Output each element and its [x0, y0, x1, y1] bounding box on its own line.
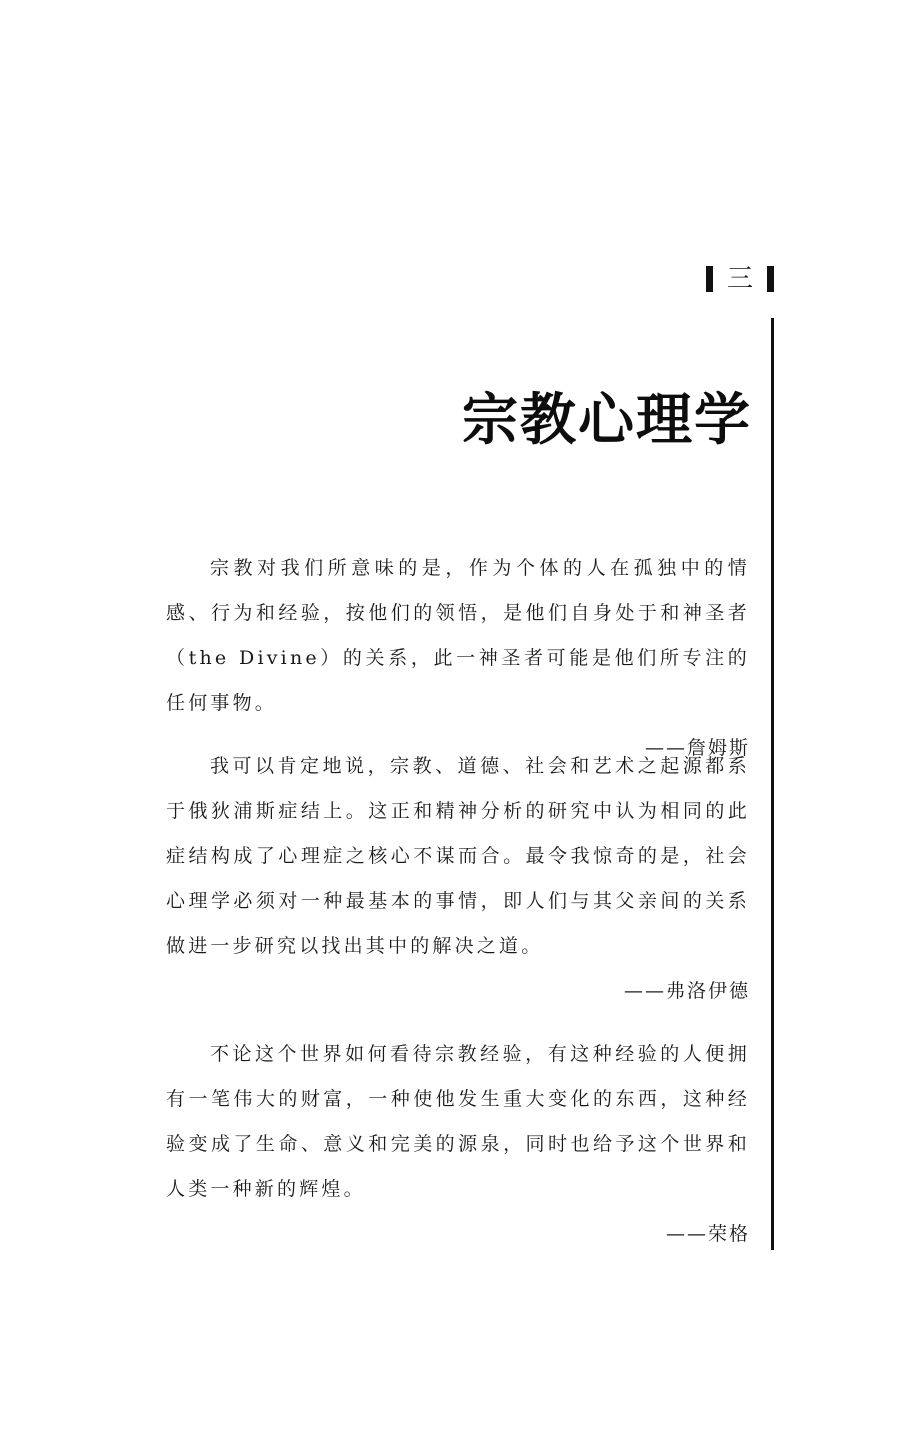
marker-bar-left — [706, 266, 713, 292]
epigraph-james — [166, 546, 750, 771]
chapter-marker — [706, 264, 774, 294]
chapter-title: 宗教心理学 — [462, 388, 752, 453]
chapter-number: 三 — [727, 264, 754, 294]
epigraph-freud — [166, 744, 750, 1014]
epigraph-text: 不论这个世界如何看待宗教经验，有这种经验的人便拥有一笔伟大的财富，一种使他发生重大变化的东西，这种经验变成了生命、意义和完美的源泉，同时也给予这个世界和人类一种新的辉煌。 — [166, 1043, 750, 1200]
epigraph-author: ——荣格 — [665, 1223, 750, 1245]
epigraph-text: 宗教对我们所意味的是，作为个体的人在孤独中的情感、行为和经验，按他们的领悟，是他们自身处于和神圣者（the Divine）的关系，此一神圣者可能是他们所专注的任何事物。 — [166, 557, 750, 714]
vertical-rule — [771, 318, 774, 1250]
marker-bar-right — [767, 266, 774, 292]
epigraph-jung — [166, 1032, 750, 1257]
epigraph-text: 我可以肯定地说，宗教、道德、社会和艺术之起源都系于俄狄浦斯症结上。这正和精神分析的研究中认为相同的此症结构成了心理症之核心不谋而合。最令我惊奇的是，社会心理学必须对一种最基本的事情，即人们与其父亲间的关系做进一步研究以找出其中的解决之道。 — [166, 755, 750, 957]
epigraph-author: ——詹姆斯 — [644, 737, 750, 759]
epigraph-author: ——弗洛伊德 — [623, 980, 750, 1002]
